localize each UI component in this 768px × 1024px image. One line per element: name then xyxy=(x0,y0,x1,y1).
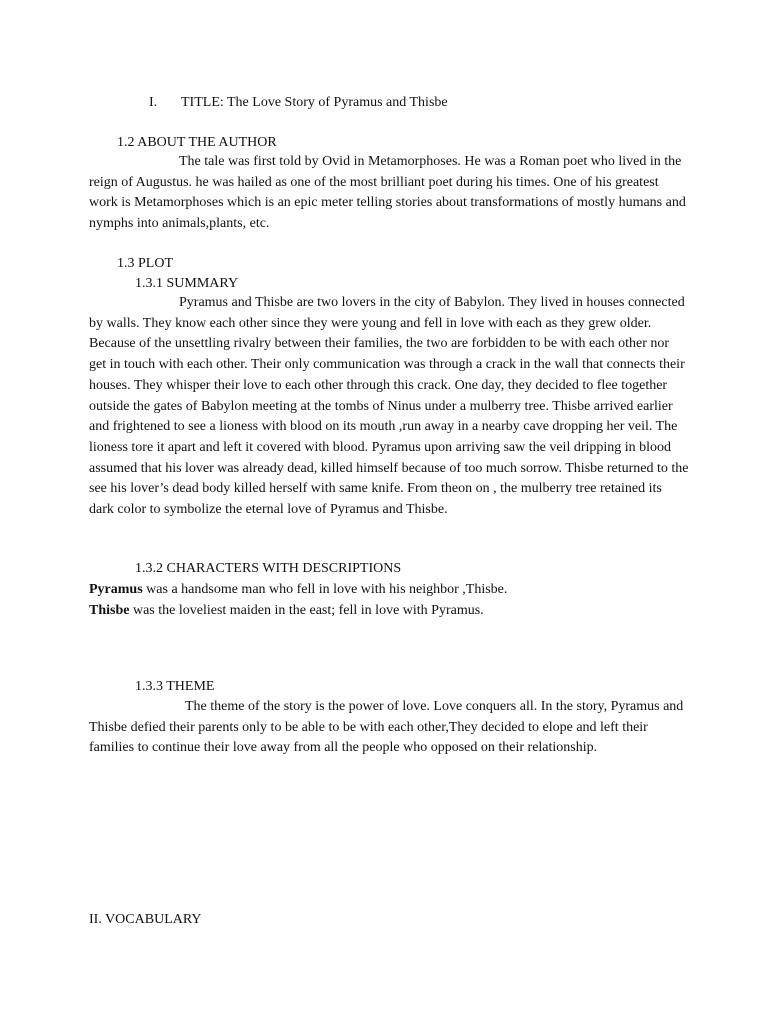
character-description: was the loveliest maiden in the east; fell in love with Pyramus. xyxy=(129,603,484,618)
summary-heading: 1.3.1 SUMMARY xyxy=(135,276,239,291)
author-paragraph xyxy=(89,152,689,235)
characters-heading: 1.3.2 CHARACTERS WITH DESCRIPTIONS xyxy=(135,561,402,576)
author-heading: 1.2 ABOUT THE AUTHOR xyxy=(117,135,277,150)
character-description: was a handsome man who fell in love with his neighbor ,Thisbe. xyxy=(142,582,508,597)
theme-paragraph xyxy=(89,697,689,759)
title-numeral: I. xyxy=(149,95,158,110)
summary-paragraph xyxy=(89,293,689,521)
summary-body: Pyramus and Thisbe are two lovers in the city of Babylon. They lived in houses connected by walls. They know each other since they were young and fell in love with each as they grew older. Because of the unsettling rivalry between their families, the two are forbidden to be with each other nor get in touch with each other. Their only communication was through a crack in the wall that connects their houses. They whisper their love to each other through this crack. One day, they decided to flee together outside the gates of Babylon meeting at the tombs of Ninus under a mulberry tree. Thisbe arrived earlier and frightened to see a lioness with blood on its mouth ,run away in a nearby cave dropping her veil. The lioness tore it apart and left it covered with blood. Pyramus upon arriving saw the veil dripping in blood assumed that his lover was already dead, killed himself because of too much sorrow. Thisbe returned to the see his lover’s dead body killed herself with same knife. From theon on , the mulberry tree retained its dark color to symbolize the eternal love of Pyramus and Thisbe. xyxy=(89,295,689,518)
theme-body: The theme of the story is the power of love. Love conquers all. In the story, Pyramus and Thisbe defied their parents only to be able to be with each other,They decided to elope and left their families to continue their love away from all the people who opposed on their relationship. xyxy=(89,699,684,756)
plot-heading: 1.3 PLOT xyxy=(117,256,173,271)
theme-heading: 1.3.3 THEME xyxy=(135,679,215,694)
vocabulary-heading: II. VOCABULARY xyxy=(89,912,202,927)
character-item-thisbe xyxy=(89,603,484,619)
title-text: TITLE: The Love Story of Pyramus and Thisbe xyxy=(181,95,448,110)
character-name: Pyramus xyxy=(89,582,143,597)
character-name: Thisbe xyxy=(89,603,130,618)
author-body: The tale was first told by Ovid in Metamorphoses. He was a Roman poet who lived in the reign of Augustus. he was hailed as one of the most brilliant poet during his times. One of his greatest work is Metamorphoses which is an epic meter telling stories about transformations of mostly humans and nymphs into animals,plants, etc. xyxy=(89,154,686,232)
character-item-pyramus xyxy=(89,582,507,598)
